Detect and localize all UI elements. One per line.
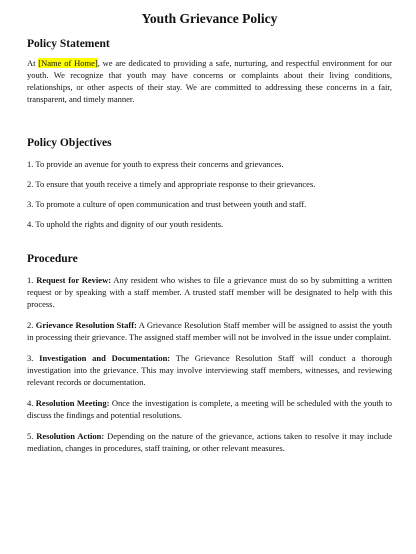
procedure-item-number: 2.	[27, 320, 36, 330]
procedure-item-text: Depending on the nature of the grievance, actions taken to resolve it may include mediation, changes in procedures, staff training, or other relevant measures.	[27, 431, 393, 453]
procedure-item-lead: Grievance Resolution Staff:	[35, 320, 137, 330]
procedure-item-lead: Resolution Action:	[36, 431, 105, 441]
procedure-item-text: A Grievance Resolution Staff member will be assigned to assist the youth in processing their grievance. The assigned staff member will not be involved in the issue under complaint.	[27, 320, 392, 342]
document-title: Youth Grievance Policy	[141, 11, 278, 26]
statement-text-before: At	[27, 58, 39, 68]
procedure-item-1	[27, 274, 392, 310]
objective-item-1: 1. To provide an avenue for youth to express their concerns and grievances.	[27, 159, 284, 169]
procedure-item-lead: Request for Review:	[36, 275, 112, 285]
statement-text-after: , we are dedicated to providing a safe, nurturing, and respectful environment for our youth. We recognize that youth may have concerns or complaints about their living conditions, relationships, or other aspects of their stay. We are committed to addressing these concerns in a fair, transparent, and timely manner.	[27, 58, 393, 104]
name-of-home-placeholder: [Name of Home]	[38, 58, 98, 68]
procedure-heading: Procedure	[27, 253, 78, 265]
policy-statement-heading: Policy Statement	[27, 38, 110, 50]
objective-item-3: 3. To promote a culture of open communication and trust between youth and staff.	[27, 199, 307, 209]
procedure-item-lead: Investigation and Documentation:	[39, 353, 171, 363]
procedure-item-text: Any resident who wishes to file a grievance must do so by submitting a written request or by speaking with a staff member. A trusted staff member will be designated to help with this process.	[27, 275, 393, 309]
procedure-list	[27, 274, 392, 454]
procedure-item-number: 3.	[27, 353, 40, 363]
procedure-item-lead: Resolution Meeting:	[35, 398, 110, 408]
procedure-item-5	[27, 430, 392, 454]
procedure-item-3	[27, 352, 392, 388]
procedure-item-4	[27, 397, 392, 421]
procedure-item-text: The Grievance Resolution Staff will conduct a thorough investigation into the grievance. This may involve interviewing staff members, witnesses, and reviewing relevant records or documentation.	[27, 353, 392, 387]
policy-objectives-heading: Policy Objectives	[27, 137, 112, 149]
procedure-item-number: 4.	[27, 398, 36, 408]
objective-item-4: 4. To uphold the rights and dignity of our youth residents.	[27, 219, 224, 229]
procedure-item-text: Once the investigation is complete, a meeting will be scheduled with the youth to discuss the findings and potential resolutions.	[27, 398, 393, 420]
procedure-item-2	[27, 319, 392, 343]
objectives-list	[27, 158, 392, 230]
procedure-item-number: 5.	[27, 431, 37, 441]
procedure-item-number: 1.	[27, 275, 37, 285]
policy-statement-paragraph	[27, 57, 392, 105]
objective-item-2: 2. To ensure that youth receive a timely and appropriate response to their grievances.	[27, 179, 316, 189]
